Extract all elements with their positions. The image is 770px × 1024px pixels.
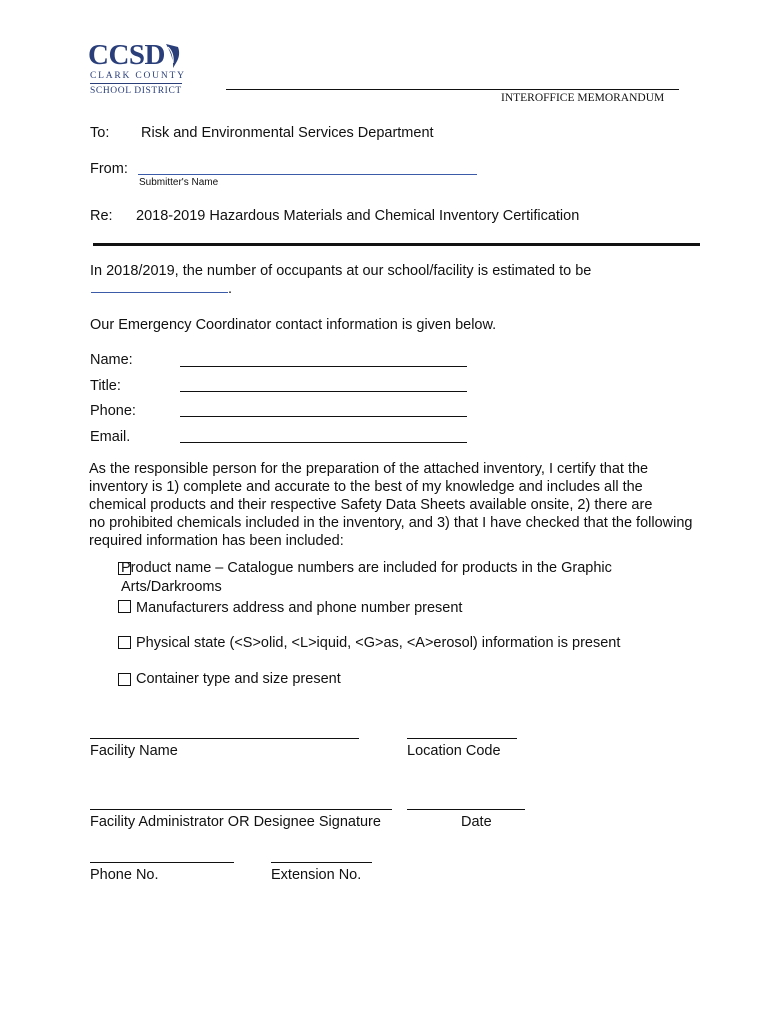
- location-code-line[interactable]: [407, 738, 517, 739]
- contact-name-label: Name:: [90, 352, 133, 368]
- checklist-item-manufacturer: Manufacturers address and phone number present: [136, 600, 463, 616]
- certification-paragraph: [89, 460, 739, 550]
- certification-line: inventory is 1) complete and accurate to the best of my knowledge and includes all the: [89, 479, 643, 495]
- date-line[interactable]: [407, 809, 525, 810]
- contact-email-label: Email.: [90, 429, 131, 445]
- header-rule: [226, 89, 679, 90]
- certification-line: no prohibited chemicals included in the inventory, and 3) that I have checked that the following: [89, 515, 693, 531]
- logo-leaf-icon: [164, 43, 182, 69]
- to-label: To:: [90, 125, 110, 141]
- extension-no-line[interactable]: [271, 862, 372, 863]
- certification-line: chemical products and their respective Safety Data Sheets available onsite, 2) there are: [89, 497, 653, 513]
- contact-phone-line[interactable]: [180, 416, 467, 417]
- occupants-end: .: [228, 281, 233, 297]
- date-label: Date: [461, 814, 492, 830]
- contact-email-line[interactable]: [180, 442, 467, 443]
- section-rule: [93, 243, 700, 246]
- certification-line: As the responsible person for the preparation of the attached inventory, I certify that the: [89, 461, 649, 477]
- to-value: Risk and Environmental Services Department: [141, 125, 434, 141]
- contact-title-label: Title:: [90, 378, 121, 394]
- occupants-text: In 2018/2019, the number of occupants at our school/facility is estimated to be: [90, 263, 592, 279]
- checklist-item-physical-state: Physical state (<S>olid, <L>iquid, <G>as, <A>erosol) information is present: [136, 635, 621, 651]
- contact-name-line[interactable]: [180, 366, 467, 367]
- occupants-field-line[interactable]: [91, 292, 228, 293]
- logo-brand: CCSD: [88, 39, 165, 71]
- admin-signature-label: Facility Administrator OR Designee Signature: [90, 814, 381, 830]
- ccsd-logo: [88, 40, 198, 100]
- checklist-item-container-type: Container type and size present: [136, 671, 341, 687]
- logo-divider: [90, 83, 182, 84]
- admin-signature-line[interactable]: [90, 809, 392, 810]
- contact-phone-label: Phone:: [90, 403, 136, 419]
- logo-line-2: SCHOOL DISTRICT: [90, 86, 182, 96]
- contact-title-line[interactable]: [180, 391, 467, 392]
- checkbox-physical-state[interactable]: [118, 636, 131, 649]
- checklist-item-product-name-cont: Arts/Darkrooms: [121, 579, 222, 595]
- checkbox-container-type[interactable]: [118, 673, 131, 686]
- certification-line: required information has been included:: [89, 533, 344, 549]
- facility-name-label: Facility Name: [90, 743, 178, 759]
- phone-no-line[interactable]: [90, 862, 234, 863]
- checklist-item-product-name: Product name – Catalogue numbers are included for products in the Graphic: [121, 560, 612, 576]
- from-caption: Submitter's Name: [139, 177, 219, 188]
- facility-name-line[interactable]: [90, 738, 359, 739]
- extension-no-label: Extension No.: [271, 867, 362, 883]
- from-label: From:: [90, 161, 128, 177]
- from-field-line[interactable]: [138, 174, 477, 175]
- logo-line-1: CLARK COUNTY: [90, 71, 186, 81]
- re-label: Re:: [90, 208, 113, 224]
- location-code-label: Location Code: [407, 743, 501, 759]
- coordinator-intro: Our Emergency Coordinator contact information is given below.: [90, 317, 497, 333]
- phone-no-label: Phone No.: [90, 867, 159, 883]
- memo-type: INTEROFFICE MEMORANDUM: [501, 92, 665, 104]
- re-value: 2018-2019 Hazardous Materials and Chemical Inventory Certification: [136, 208, 580, 224]
- checkbox-manufacturer[interactable]: [118, 600, 131, 613]
